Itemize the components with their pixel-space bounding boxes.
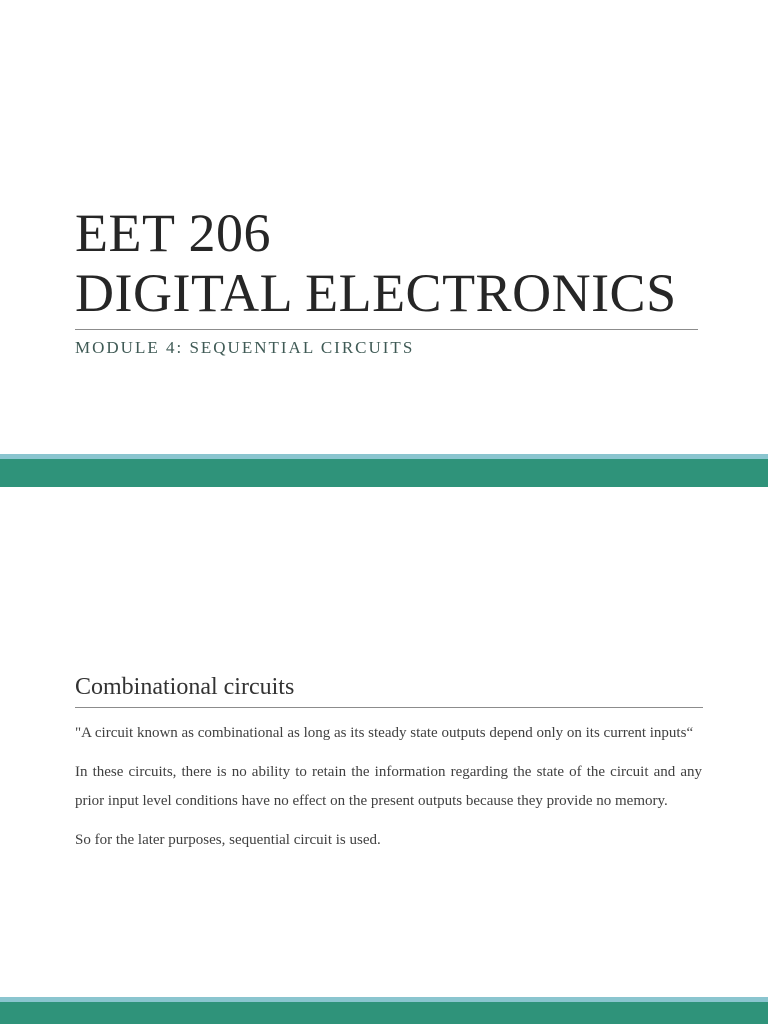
title-line-course-code: EET 206	[75, 203, 271, 263]
bottom-band	[0, 1002, 768, 1024]
slide-title	[75, 203, 677, 323]
title-line-course-name: DIGITAL ELECTRONICS	[75, 263, 677, 323]
slide-separator-band	[0, 459, 768, 487]
heading-divider	[75, 707, 703, 708]
slide-subtitle: MODULE 4: SEQUENTIAL CIRCUITS	[75, 338, 415, 357]
paragraph-definition: "A circuit known as combinational as long as its steady state outputs depend only on its current inputs“	[75, 725, 694, 741]
paragraph-explanation: In these circuits, there is no ability to retain the information regarding the state of the circuit and any prior input level conditions have no effect on the present outputs because they provide no memory.	[75, 764, 702, 809]
title-divider	[75, 329, 698, 330]
paragraph-conclusion: So for the later purposes, sequential circuit is used.	[75, 832, 381, 848]
title-slide	[0, 0, 768, 490]
body-text	[75, 719, 702, 865]
section-heading: Combinational circuits	[75, 674, 295, 700]
